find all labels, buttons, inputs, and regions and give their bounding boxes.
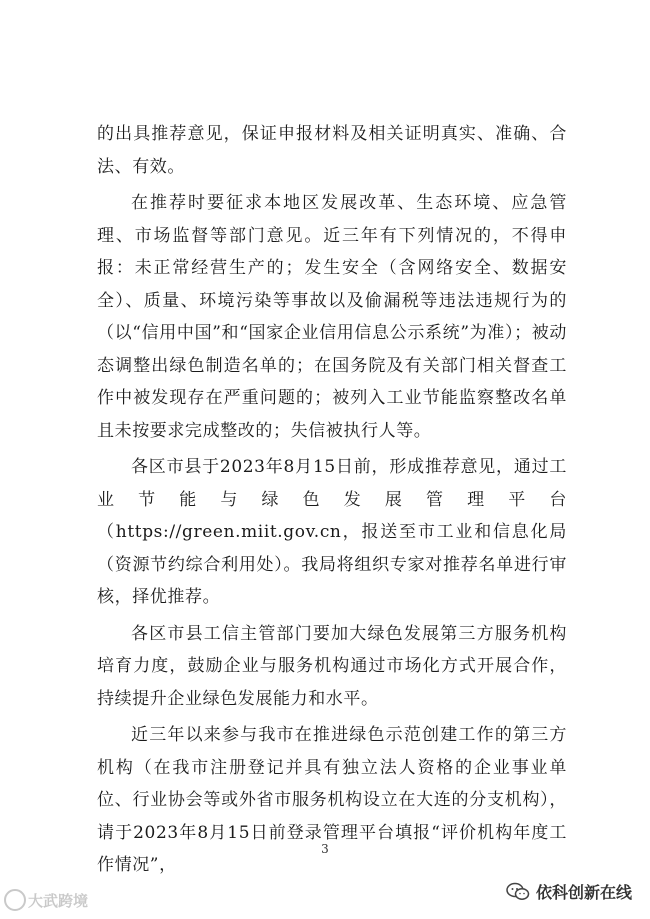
page-number: 3 xyxy=(321,842,329,856)
watermark-left-text: 大武跨境 xyxy=(28,891,89,910)
paragraph-submission-deadline: 各区市县于2023年8月15日前，形成推荐意见，通过工业节能与绿色发展管理平台（https://green.miit.gov.cn，报送至市工业和信息化局（资源节约综合利用处）。我局将组织专家对推荐名单进行审核，择优推荐。 xyxy=(97,457,567,607)
paragraph-continuation: 的出具推荐意见，保证申报材料及相关证明真实、准确、合法、有效。 xyxy=(97,124,567,177)
brand-logo-icon xyxy=(4,889,26,911)
paragraph-third-party-cultivation: 各区市县工信主管部门要加大绿色发展第三方服务机构培育力度，鼓励企业与服务机构通过市场化方式开展合作，持续提升企业绿色发展能力和水平。 xyxy=(97,623,567,709)
wechat-icon xyxy=(506,882,530,902)
watermark-right-text: 依科创新在线 xyxy=(535,883,632,902)
paragraph-recommendation-requirements: 在推荐时要征求本地区发展改革、生态环境、应急管理、市场监督等部门意见。近三年有下列情况的，不得申报：未正常经营生产的；发生安全（含网络安全、数据安全）、质量、环境污染等事故以及偷漏税等违法违规行为的（以“信用中国”和“国家企业信用信息公示系统”为准）；被动态调整出绿色制造名单的；在国务院及有关部门相关督查工作中被发现存在严重问题的；被列入工业节能监察整改名单且未按要求完成整改的；失信被执行人等。 xyxy=(97,193,567,441)
paragraph-third-party-reporting: 近三年以来参与我市在推进绿色示范创建工作的第三方机构（在我市注册登记并具有独立法人资格的企业事业单位、行业协会等或外省市服务机构设立在大连的分支机构），请于2023年8月15日前登录管理平台填报“评价机构年度工作情况”， xyxy=(97,725,567,875)
document-body xyxy=(97,118,567,882)
watermark-left xyxy=(4,889,88,911)
watermark-right xyxy=(506,880,632,903)
